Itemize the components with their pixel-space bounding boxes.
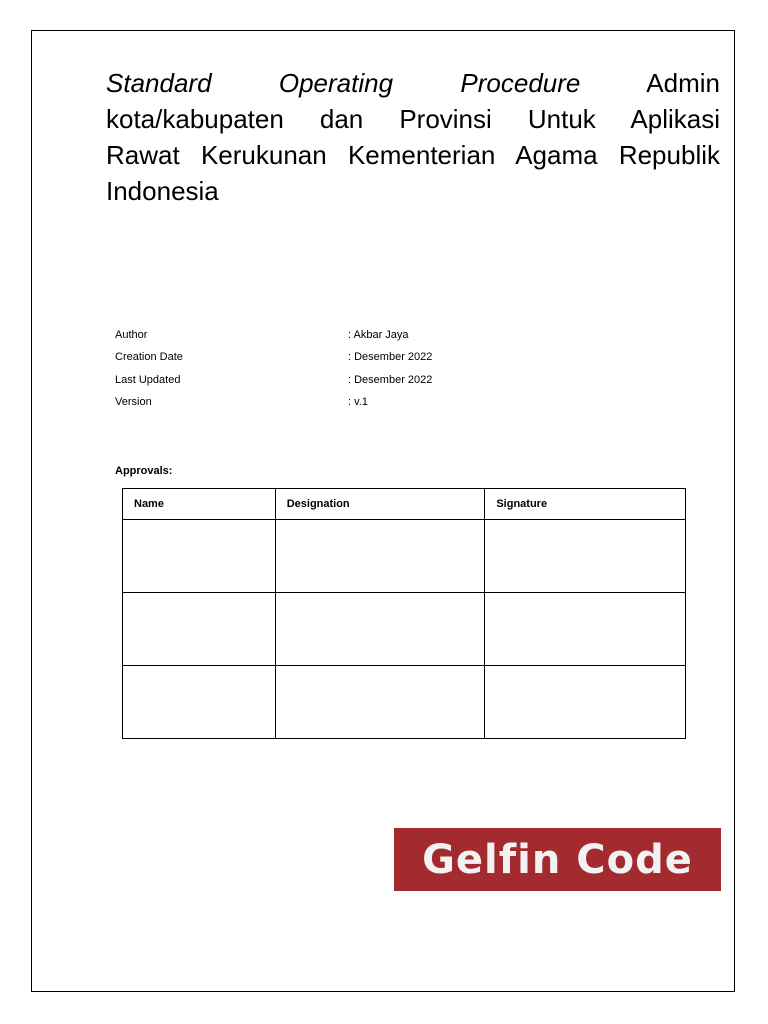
table-cell (485, 520, 686, 593)
meta-value: : Desember 2022 (348, 373, 433, 386)
gelfin-code-logo (394, 828, 721, 891)
table-cell (485, 593, 686, 666)
column-header-designation: Designation (275, 489, 485, 520)
title-line-1: Standard Operating Procedure Admin (106, 68, 720, 98)
table-cell (275, 666, 485, 739)
meta-value: : Akbar Jaya (348, 329, 409, 342)
column-header-name: Name (123, 489, 276, 520)
table-cell (275, 593, 485, 666)
table-cell (485, 666, 686, 739)
meta-label: Creation Date (115, 351, 183, 364)
column-header-signature: Signature (485, 489, 686, 520)
table-cell (123, 666, 276, 739)
table-header-row (123, 489, 686, 520)
meta-row-creation-date (115, 346, 535, 368)
table-row (123, 666, 686, 739)
document-title (106, 65, 720, 209)
title-line-4: Indonesia (106, 176, 219, 206)
meta-row-last-updated (115, 369, 535, 391)
meta-label: Version (115, 396, 152, 409)
document-metadata (115, 324, 535, 413)
table-row (123, 593, 686, 666)
table-row (123, 520, 686, 593)
meta-label: Author (115, 329, 148, 342)
table-cell (123, 593, 276, 666)
approvals-label: Approvals: (115, 465, 173, 477)
title-line-3: Rawat Kerukunan Kementerian Agama Republik (106, 140, 720, 170)
meta-label: Last Updated (115, 373, 181, 386)
title-line-2: kota/kabupaten dan Provinsi Untuk Aplikasi (106, 104, 720, 134)
meta-value: : Desember 2022 (348, 351, 433, 364)
table-cell (275, 520, 485, 593)
logo-text: Gelfin Code (422, 836, 693, 883)
meta-row-version (115, 391, 535, 413)
meta-value: : v.1 (348, 396, 368, 409)
table-cell (123, 520, 276, 593)
approvals-table (122, 488, 686, 739)
meta-row-author (115, 324, 535, 346)
